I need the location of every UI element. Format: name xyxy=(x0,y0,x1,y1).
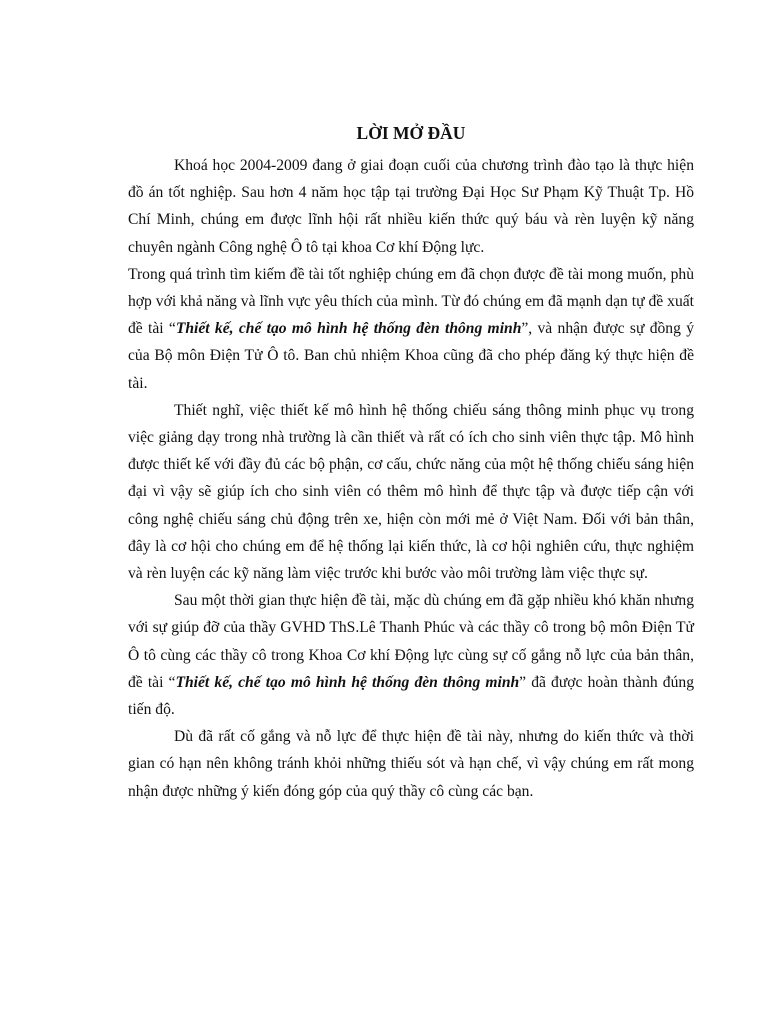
thesis-topic-title: Thiết kế, chế tạo mô hình hệ thống đèn thông minh xyxy=(175,673,520,691)
document-page xyxy=(128,118,694,805)
paragraph-topic-selection xyxy=(128,261,694,397)
text-segment: ”, và nhận được sự đồng ý của Bộ môn Điện Tử Ô tô. Ban chủ nhiệm Khoa cũng đã cho phép đăng ký thực hiện đề tài. xyxy=(128,320,694,392)
page-title: LỜI MỞ ĐẦU xyxy=(356,123,466,143)
paragraph-intro: Khoá học 2004-2009 đang ở giai đoạn cuối của chương trình đào tạo là thực hiện đồ án tốt nghiệp. Sau hơn 4 năm học tập tại trường Đại Học Sư Phạm Kỹ Thuật Tp. Hồ Chí Minh, chúng em được lĩnh hội rất nhiều kiến thức quý báu và rèn luyện kỹ năng chuyên ngành Công nghệ Ô tô tại khoa Cơ khí Động lực. xyxy=(128,157,694,256)
paragraph-closing: Dù đã rất cố gắng và nỗ lực để thực hiện đề tài này, nhưng do kiến thức và thời gian có hạn nên không tránh khỏi những thiếu sót và hạn chế, vì vậy chúng em rất mong nhận được những ý kiến đóng góp của quý thầy cô cùng các bạn. xyxy=(128,728,694,800)
thesis-topic-title: Thiết kế, chế tạo mô hình hệ thống đèn thông minh xyxy=(175,320,522,338)
paragraph-rationale: Thiết nghĩ, việc thiết kế mô hình hệ thống chiếu sáng thông minh phục vụ trong việc giảng dạy trong nhà trường là cần thiết và rất có ích cho sinh viên thực tập. Mô hình được thiết kế với đầy đủ các bộ phận, cơ cấu, chức năng của một hệ thống chiếu sáng hiện đại vì vậy sẽ giúp ích cho sinh viên có thêm mô hình để thực tập và được tiếp cận với công nghệ chiếu sáng chủ động trên xe, hiện còn mới mẻ ở Việt Nam. Đối với bản thân, đây là cơ hội cho chúng em để hệ thống lại kiến thức, là cơ hội nghiên cứu, thực nghiệm và rèn luyện các kỹ năng làm việc trước khi bước vào môi trường làm việc thực sự. xyxy=(128,401,694,583)
text-segment: Sau một thời gian thực hiện đề tài, mặc dù chúng em đã gặp nhiều khó khăn nhưng với sự giúp đỡ của thầy GVHD ThS.Lê Thanh Phúc và các thầy cô trong bộ môn Điện Tử Ô tô cùng các thầy cô trong Khoa Cơ khí Động lực cùng sự cố gắng nỗ lực của bản thân, đề tài “ xyxy=(128,592,694,691)
text-segment: ” đã được hoàn thành đúng tiến độ. xyxy=(128,673,694,719)
text-segment: Trong quá trình tìm kiếm đề tài tốt nghiệp chúng em đã chọn được đề tài mong muốn, phù hợp với khả năng và lĩnh vực yêu thích của mình. Từ đó chúng em đã mạnh dạn tự đề xuất đề tài “ xyxy=(128,265,694,338)
paragraph-acknowledgement xyxy=(128,587,694,723)
